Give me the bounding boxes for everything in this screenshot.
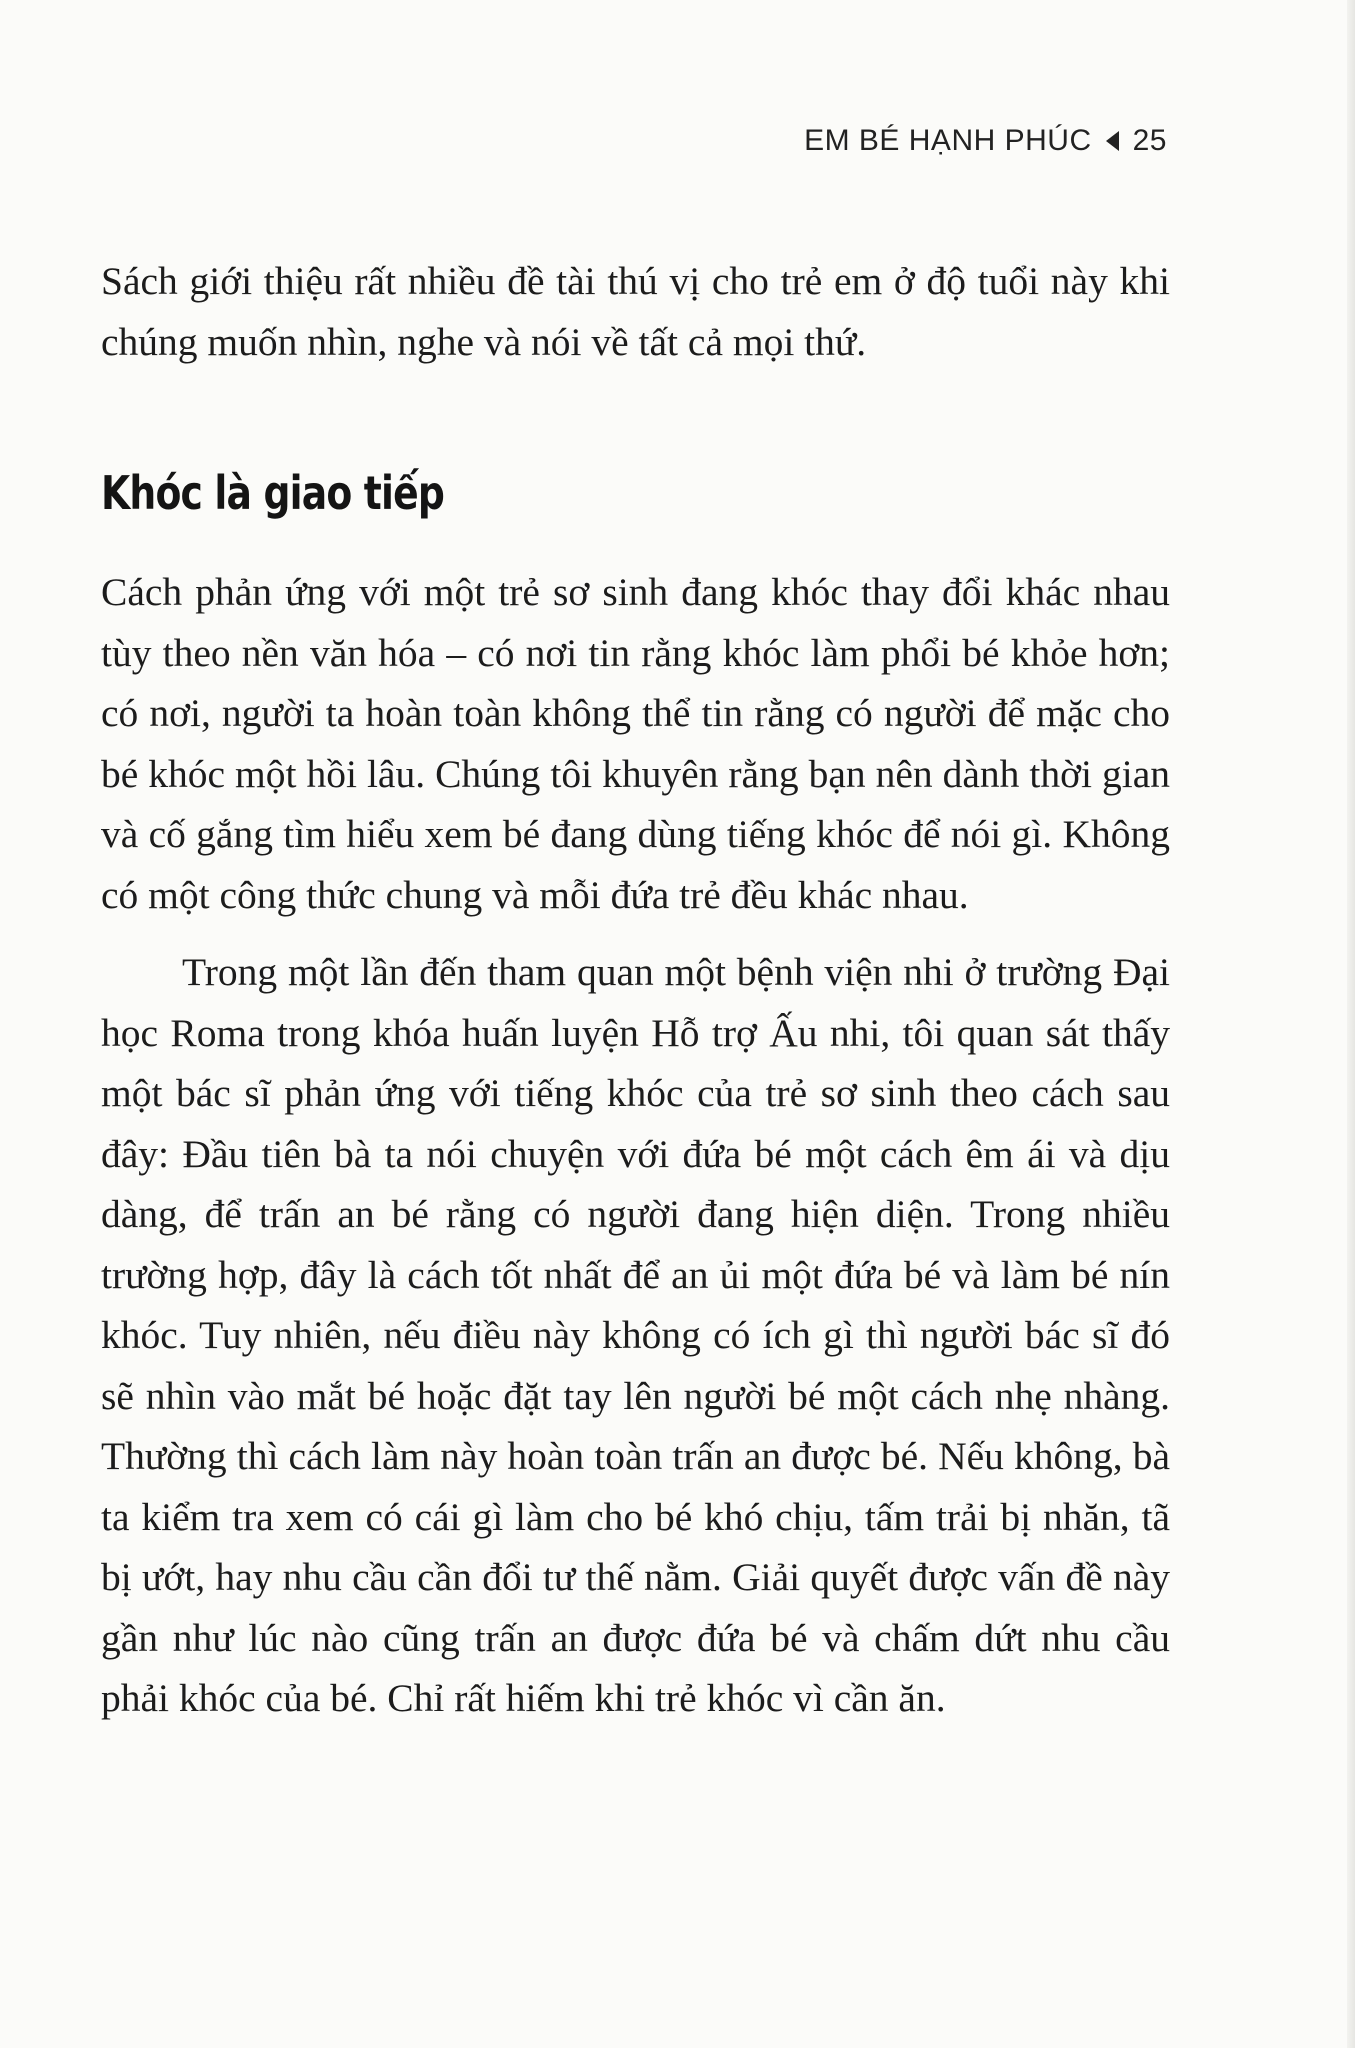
body-paragraph-2: Trong một lần đến tham quan một bệnh viện nhi ở trường Đại học Roma trong khóa huấn luyện Hỗ trợ Ấu nhi, tôi quan sát thấy một bác sĩ phản ứng với tiếng khóc của trẻ sơ sinh theo cách sau đây: Đầu tiên bà ta nói chuyện với đứa bé một cách êm ái và dịu dàng, để trấn an bé rằng có người đang hiện diện. Trong nhiều trường hợp, đây là cách tốt nhất để an ủi một đứa bé và làm bé nín khóc. Tuy nhiên, nếu điều này không có ích gì thì người bác sĩ đó sẽ nhìn vào mắt bé hoặc đặt tay lên người bé một cách nhẹ nhàng. Thường thì cách làm này hoàn toàn trấn an được bé. Nếu không, bà ta kiểm tra xem có cái gì làm cho bé khó chịu, tấm trải bị nhăn, tã bị ướt, hay nhu cầu cần đổi tư thế nằm. Giải quyết được vấn đề này gần như lúc nào cũng trấn an được đứa bé và chấm dứt nhu cầu phải khóc của bé. Chỉ rất hiếm khi trẻ khóc vì cần ăn. (101, 950, 1170, 1720)
body-paragraph-1: Cách phản ứng với một trẻ sơ sinh đang khóc thay đổi khác nhau tùy theo nền văn hóa – có nơi tin rằng khóc làm phổi bé khỏe hơn; có nơi, người ta hoàn toàn không thể tin rằng có người để mặc cho bé khóc một hồi lâu. Chúng tôi khuyên rằng bạn nên dành thời gian và cố gắng tìm hiểu xem bé đang dùng tiếng khóc để nói gì. Không có một công thức chung và mỗi đứa trẻ đều khác nhau. (101, 570, 1170, 917)
page-number: 25 (1132, 124, 1167, 157)
running-title: EM BÉ HẠNH PHÚC (804, 124, 1092, 157)
section-body (101, 562, 1170, 1729)
running-header (804, 124, 1167, 158)
section-title: Khóc là giao tiếp (101, 466, 445, 520)
intro-paragraph: Sách giới thiệu rất nhiều đề tài thú vị cho trẻ em ở độ tuổi này khi chúng muốn nhìn, nghe và nói về tất cả mọi thứ. (101, 259, 1170, 364)
left-triangle-icon (1106, 131, 1119, 151)
page-edge (1347, 0, 1355, 2048)
